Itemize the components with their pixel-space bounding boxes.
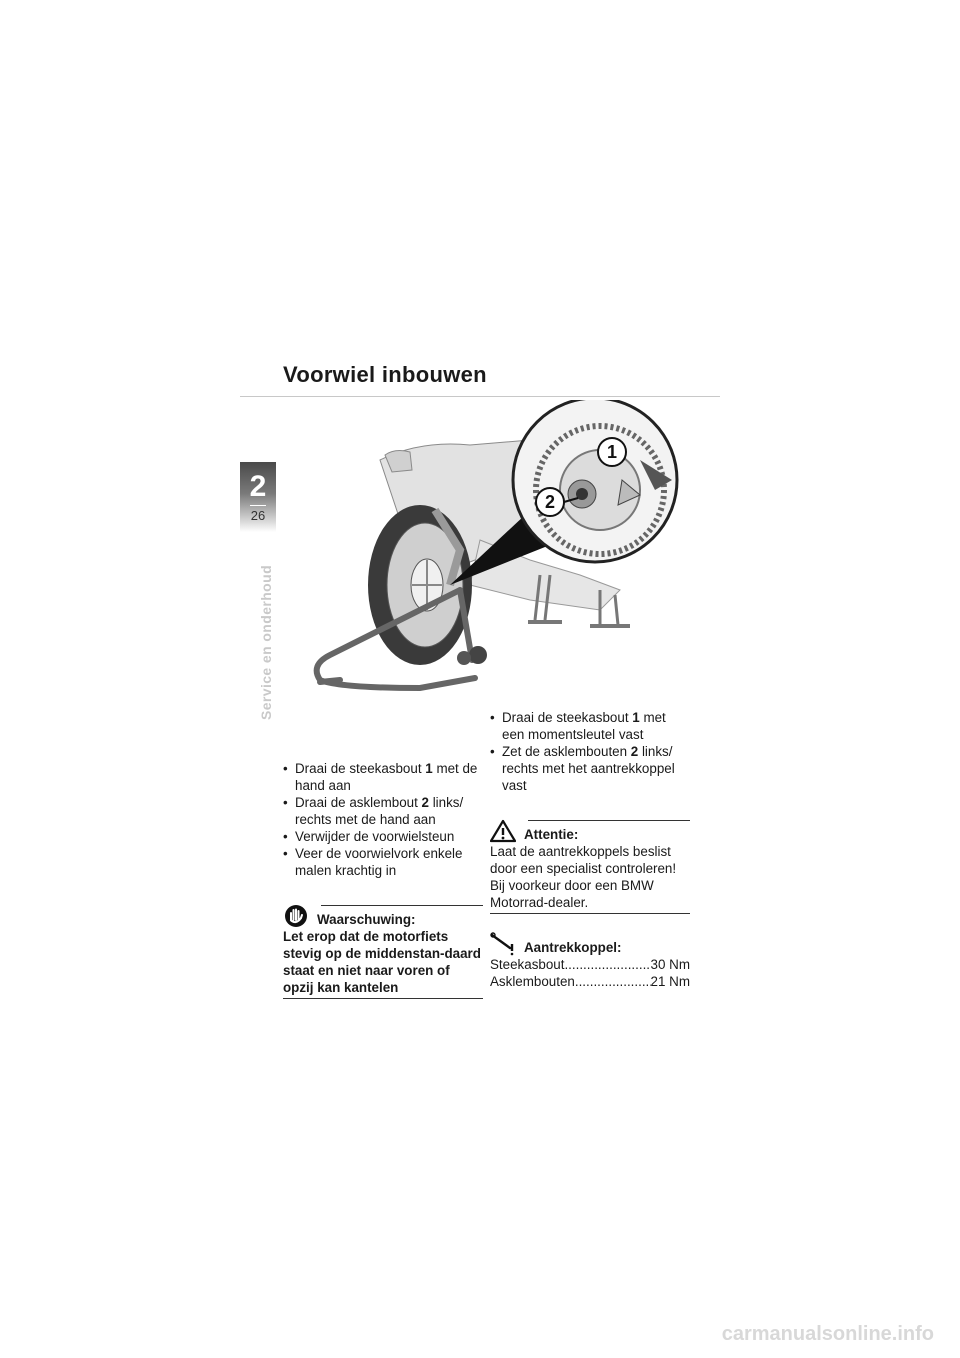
left-steps [283, 760, 483, 879]
zoom-detail [513, 400, 677, 562]
step-item: • Draai de steekasbout 1 met de hand aan [283, 760, 483, 794]
front-wheel-illustration [300, 400, 700, 700]
chapter-divider [250, 505, 266, 506]
torque-note [490, 932, 690, 990]
torque-row [490, 973, 690, 990]
page-number: 26 [250, 508, 266, 523]
watermark: carmanualsonline.info [721, 1323, 934, 1345]
torque-value: 30 Nm [650, 957, 690, 972]
stop-hand-icon [283, 904, 309, 928]
callout-1 [598, 438, 626, 466]
torque-label: Asklembouten [490, 974, 575, 989]
caution-note [490, 820, 690, 914]
step-item: • Draai de steekasbout 1 met een momentsleutel vast [490, 709, 690, 743]
title-divider [240, 396, 720, 397]
torque-heading: Aantrekkoppel: [524, 940, 622, 955]
page-title: Voorwiel inbouwen [283, 362, 487, 387]
step-item: • Draai de asklembout 2 links/ rechts met de hand aan [283, 794, 483, 828]
right-steps [490, 709, 690, 794]
torque-value: 21 Nm [650, 974, 690, 989]
callout-label-2: 2 [544, 492, 556, 512]
section-label: Service en onderhoud [258, 564, 274, 720]
warning-heading: Waarschuwing: [317, 912, 416, 927]
caution-text: Laat de aantrekkoppels beslist door een specialist controleren! Bij voorkeur door een BMW Motorrad-dealer. [490, 844, 677, 910]
warning-note [283, 905, 483, 999]
right-column [490, 709, 690, 990]
callout-label-1: 1 [606, 442, 618, 462]
warning-text: Let erop dat de motorfiets stevig op de middenstan-daard staat en niet naar voren of opzij kan kantelen [283, 929, 481, 995]
torque-row [490, 956, 690, 973]
front-wheel [368, 505, 472, 665]
chapter-number: 2 [249, 470, 267, 503]
torque-wrench-icon [490, 932, 516, 956]
left-column [283, 760, 483, 999]
caution-heading: Attentie: [524, 827, 579, 842]
torque-label: Steekasbout [490, 957, 565, 972]
step-item: • Verwijder de voorwielsteun [283, 828, 483, 845]
step-item: • Zet de asklembouten 2 links/ rechts met het aantrekkoppel vast [490, 743, 690, 794]
step-item: • Veer de voorwielvork enkele malen krachtig in [283, 845, 483, 879]
attention-triangle-icon [490, 819, 516, 843]
